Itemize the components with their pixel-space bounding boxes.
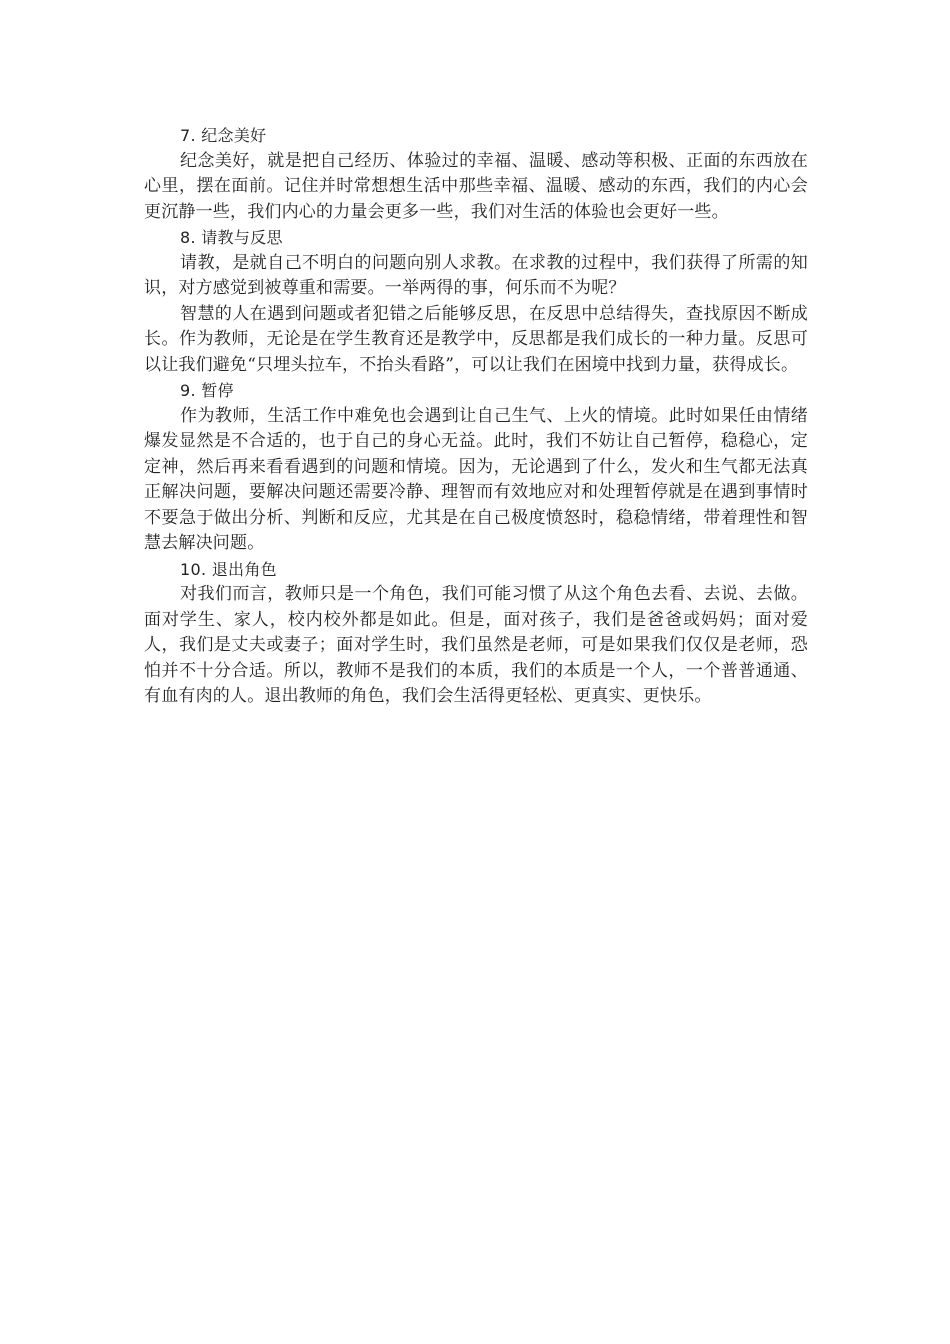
document-body	[144, 123, 808, 710]
section-heading-8: 8. 请教与反思	[180, 228, 283, 247]
section-10-paragraph-1: 对我们而言，教师只是一个角色，我们可能习惯了从这个角色去看、去说、去做。面对学生、家人，校内校外都是如此。但是，面对孩子，我们是爸爸或妈妈；面对爱人，我们是丈夫或妻子；面对学生时，我们虽然是老师，可是如果我们仅仅是老师，恐怕并不十分合适。所以，教师不是我们的本质，我们的本质是一个人，一个普普通通、有血有肉的人。退出教师的角色，我们会生活得更轻松、更真实、更快乐。	[144, 584, 808, 706]
section-7-paragraph-1: 纪念美好，就是把自己经历、体验过的幸福、温暖、感动等积极、正面的东西放在心里，摆在面前。记住并时常想想生活中那些幸福、温暖、感动的东西，我们的内心会更沉静一些，我们内心的力量会更多一些，我们对生活的体验也会更好一些。	[144, 150, 808, 222]
section-heading-7: 7. 纪念美好	[180, 126, 267, 145]
section-9-paragraph-1: 作为教师，生活工作中难免也会遇到让自己生气、上火的情境。此时如果任由情绪爆发显然是不合适的，也于自己的身心无益。此时，我们不妨让自己暂停，稳稳心，定定神，然后再来看看遇到的问题和情境。因为，无论遇到了什么，发火和生气都无法真正解决问题，要解决问题还需要冷静、理智而有效地应对和处理暂停就是在遇到事情时不要急于做出分析、判断和反应，尤其是在自己极度愤怒时，稳稳情绪，带着理性和智慧去解决问题。	[144, 405, 808, 553]
section-heading-9: 9. 暂停	[180, 381, 234, 400]
section-8-paragraph-2: 智慧的人在遇到问题或者犯错之后能够反思，在反思中总结得失，查找原因不断成长。作为教师，无论是在学生教育还是教学中，反思都是我们成长的一种力量。反思可以让我们避免“只埋头拉车，不抬头看路”，可以让我们在困境中找到力量，获得成长。	[144, 303, 808, 375]
section-heading-10: 10. 退出角色	[180, 559, 277, 579]
section-8-paragraph-1: 请教，是就自己不明白的问题向别人求教。在求教的过程中，我们获得了所需的知识，对方感觉到被尊重和需要。一举两得的事，何乐而不为呢？	[144, 252, 808, 298]
